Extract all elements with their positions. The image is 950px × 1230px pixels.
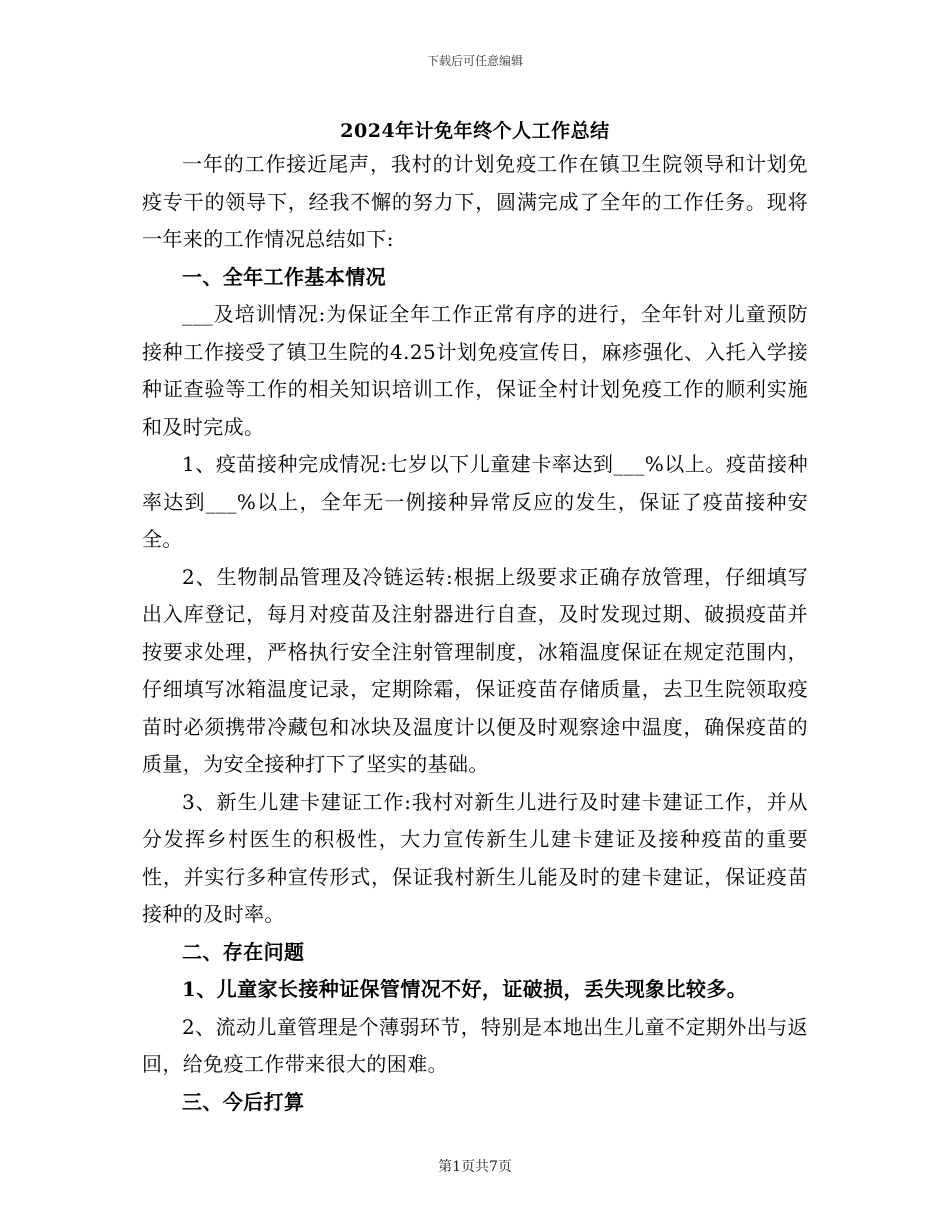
intro-paragraph: 一年的工作接近尾声，我村的计划免疫工作在镇卫生院领导和计划免疫专干的领导下，经我不懈的努力下，圆满完成了全年的工作任务。现将一年来的工作情况总结如下: [142, 152, 808, 251]
training-paragraph: ___及培训情况:为保证全年工作正常有序的进行，全年针对儿童预防接种工作接受了镇卫生院的4.25计划免疫宣传日，麻疹强化、入托入学接种证查验等工作的相关知识培训工作，保证全村计划免疫工作的顺利实施和及时完成。 [142, 302, 808, 439]
document-title: 2024年计免年终个人工作总结 [340, 120, 610, 142]
cold-chain-paragraph: 2、生物制品管理及冷链运转:根据上级要求正确存放管理，仔细填写出入库登记，每月对疫苗及注射器进行自查，及时发现过期、破损疫苗并按要求处理，严格执行安全注射管理制度，冰箱温度保证在规定范围内，仔细填写冰箱温度记录，定期除霜，保证疫苗存储质量，去卫生院领取疫苗时必须携带冷藏包和冰块及温度计以便及时观察途中温度，确保疫苗的质量，为安全接种打下了坚实的基础。 [142, 564, 808, 776]
section-heading-basic-situation: 一、全年工作基本情况 [182, 264, 386, 289]
section-heading-future-plans: 三、今后打算 [182, 1089, 305, 1114]
problem-item-1: 1、儿童家长接种证保管情况不好，证破损，丢失现象比较多。 [182, 977, 748, 1001]
document-body [142, 146, 808, 1121]
newborn-card-paragraph: 3、新生儿建卡建证工作:我村对新生儿进行及时建卡建证工作，并从分发挥乡村医生的积极性，大力宣传新生儿建卡建证及接种疫苗的重要性，并实行多种宣传形式，保证我村新生儿能及时的建卡建证，保证疫苗接种的及时率。 [142, 789, 808, 926]
section-heading-problems: 二、存在问题 [182, 939, 305, 964]
page-number: 第1页共7页 [438, 1159, 512, 1175]
page-header-note: 下载后可任意编辑 [426, 54, 523, 68]
problem-item-2: 2、流动儿童管理是个薄弱环节，特别是本地出生儿童不定期外出与返回，给免疫工作带来很大的困难。 [142, 1014, 808, 1076]
vaccination-completion-paragraph: 1、疫苗接种完成情况:七岁以下儿童建卡率达到___%以上。疫苗接种率达到___%以上，全年无一例接种异常反应的发生，保证了疫苗接种安全。 [142, 452, 808, 551]
